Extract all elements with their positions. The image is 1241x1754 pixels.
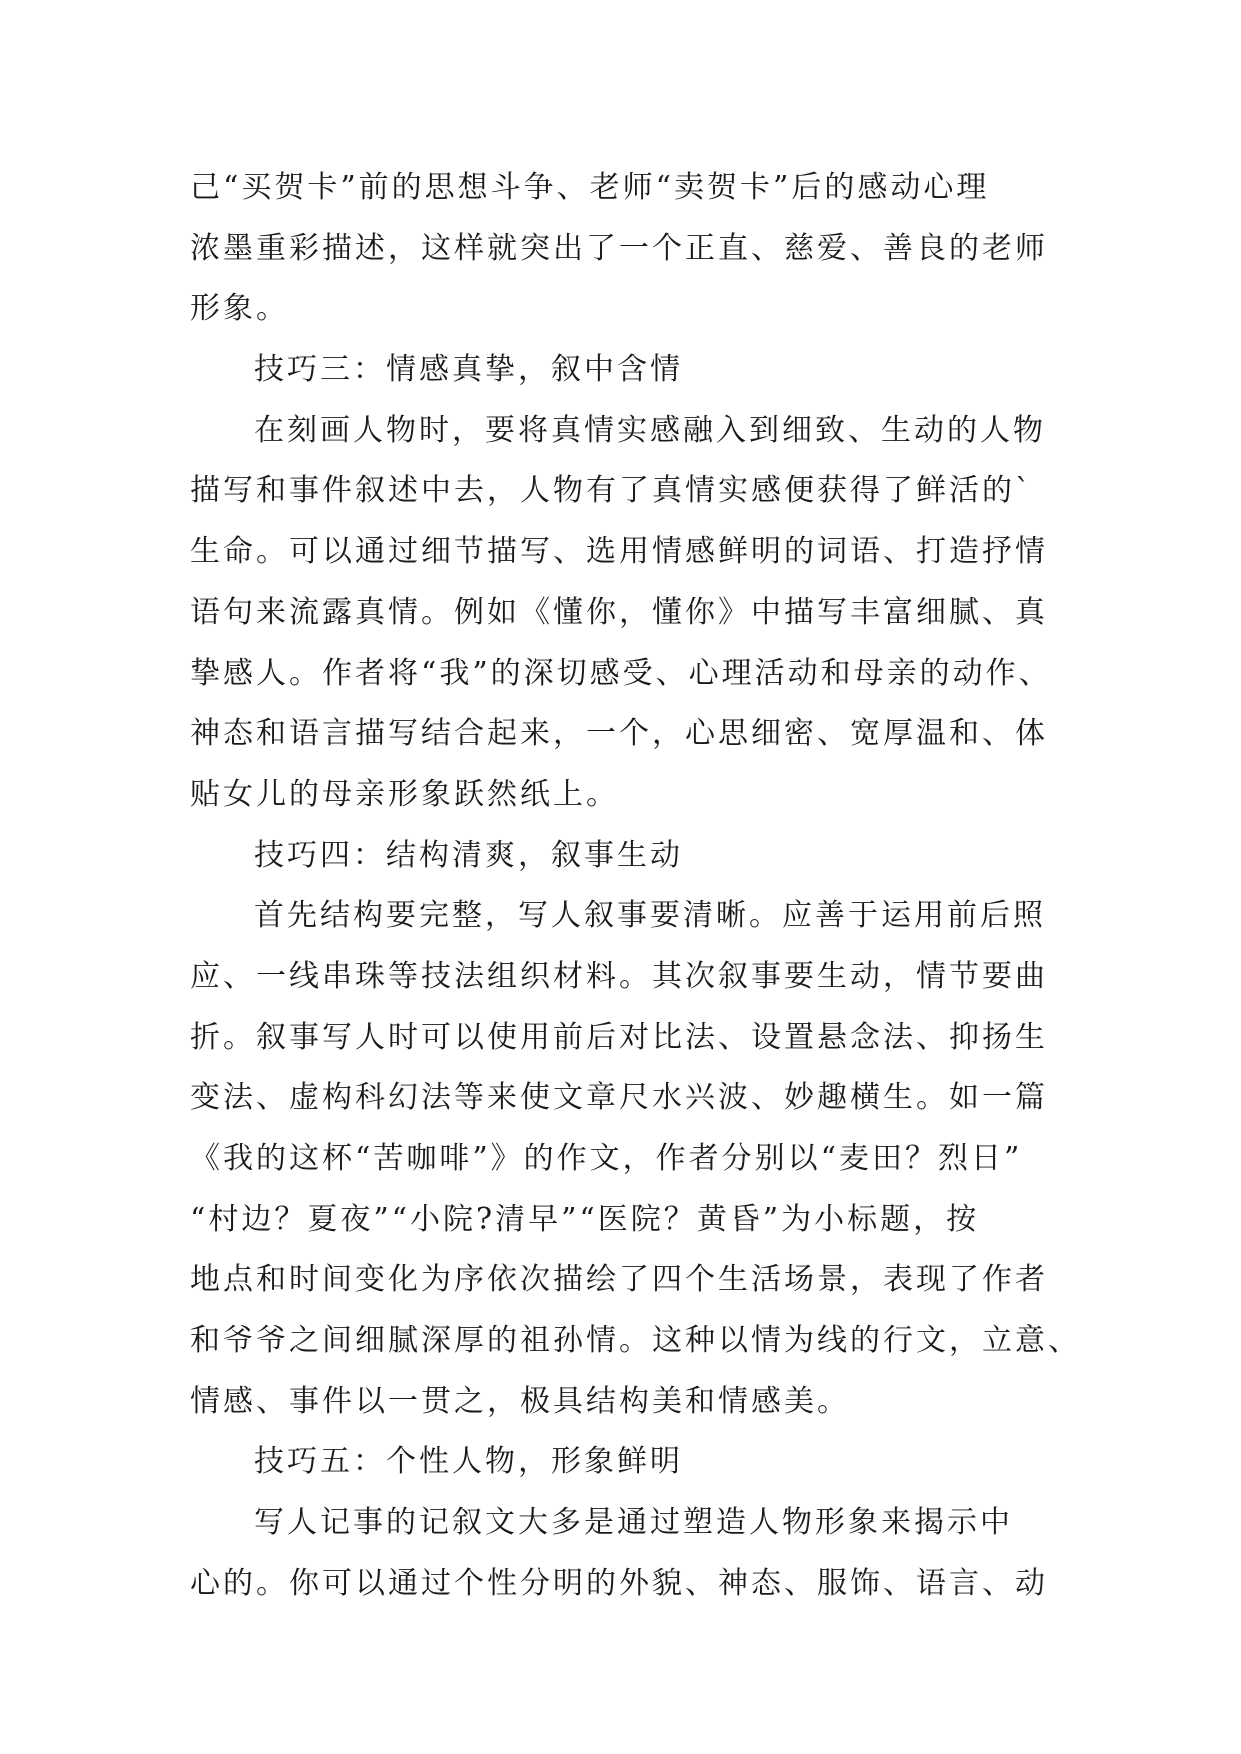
text-line: 写人记事的记叙文大多是通过塑造人物形象来揭示中 (254, 1505, 1013, 1541)
text-line: 和爷爷之间细腻深厚的祖孙情。这种以情为线的行文，立意、 (190, 1323, 1081, 1359)
text-line: 《我的这杯“苦咖啡”》的作文，作者分别以“麦田？烈日” (190, 1141, 1023, 1176)
text-line: 生命。可以通过细节描写、选用情感鲜明的词语、打造抒情 (190, 534, 1048, 570)
text-line: 情感、事件以一贯之，极具结构美和情感美。 (190, 1383, 850, 1419)
text-line: 己“买贺卡”前的思想斗争、老师“卖贺卡”后的感动心理 (190, 170, 990, 205)
text-line: 应、一线串珠等技法组织材料。其次叙事要生动，情节要曲 (190, 958, 1048, 994)
text-line: 地点和时间变化为序依次描绘了四个生活场景，表现了作者 (190, 1262, 1048, 1298)
text-line: 在刻画人物时，要将真情实感融入到细致、生动的人物 (254, 412, 1046, 448)
text-line: 心的。你可以通过个性分明的外貌、神态、服饰、语言、动 (190, 1565, 1048, 1601)
section-heading-4: 技巧四：结构清爽，叙事生动 (254, 837, 683, 873)
text-line: “村边？夏夜”“小院?清早”“医院？黄昏”为小标题，按 (190, 1201, 980, 1237)
section-heading-3: 技巧三：情感真挚，叙中含情 (254, 352, 683, 388)
text-line: 描写和事件叙述中去，人物有了真情实感便获得了鲜活的` (190, 473, 1033, 509)
text-line: 形象。 (190, 291, 289, 327)
section-heading-5: 技巧五：个性人物，形象鲜明 (254, 1444, 683, 1480)
text-line: 贴女儿的母亲形象跃然纸上。 (190, 776, 619, 812)
text-line: 语句来流露真情。例如《懂你，懂你》中描写丰富细腻、真 (190, 594, 1048, 630)
document-body (190, 158, 1081, 1615)
text-line: 首先结构要完整，写人叙事要清晰。应善于运用前后照 (254, 898, 1046, 934)
text-line: 折。叙事写人时可以使用前后对比法、设置悬念法、抑扬生 (190, 1019, 1048, 1055)
text-line: 浓墨重彩描述，这样就突出了一个正直、慈爱、善良的老师 (190, 230, 1048, 266)
text-line: 挚感人。作者将“我”的深切感受、心理活动和母亲的动作、 (190, 655, 1052, 691)
text-line: 神态和语言描写结合起来，一个，心思细密、宽厚温和、体 (190, 716, 1048, 752)
text-line: 变法、虚构科幻法等来使文章尺水兴波、妙趣横生。如一篇 (190, 1080, 1048, 1116)
